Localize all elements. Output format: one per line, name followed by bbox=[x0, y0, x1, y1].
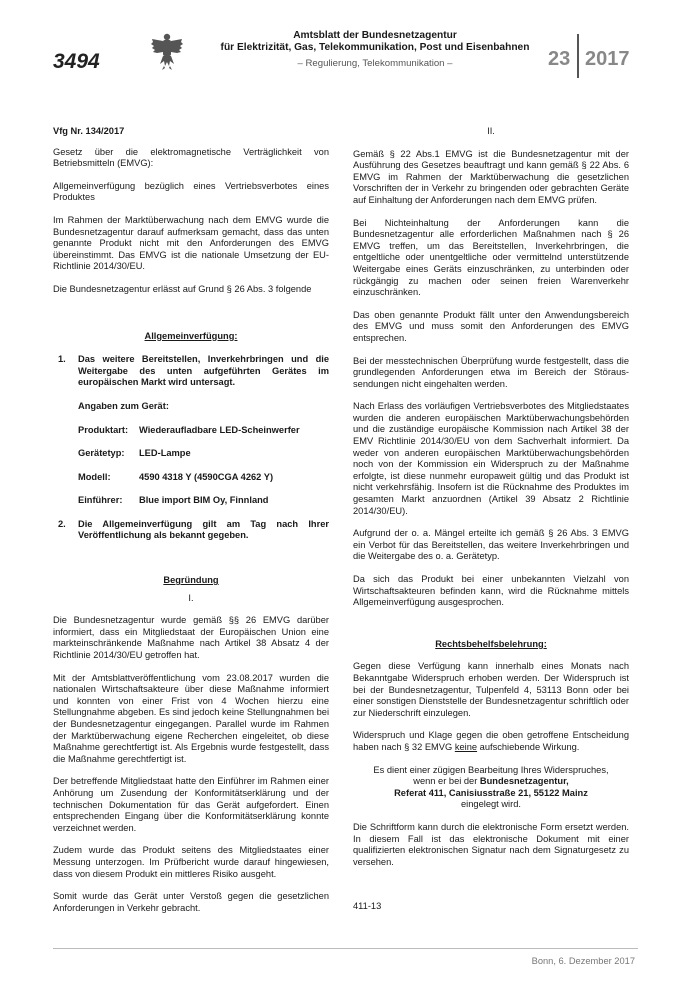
device-details-heading: Angaben zum Gerät: bbox=[78, 400, 169, 411]
reference-number: 411-13 bbox=[353, 901, 382, 912]
address-line-2-text: wenn er bei der bbox=[413, 776, 480, 787]
address-line-2 bbox=[353, 776, 629, 788]
detail-label: Gerätetyp: bbox=[78, 448, 125, 459]
appeal-effect-text-1: Widerspruch und Klage gegen die oben getroffene Entscheidung haben nach § 32 EMVG bbox=[353, 730, 629, 752]
appeal-effect-keine: keine bbox=[454, 741, 478, 752]
reason-paragraph: Bei der messtechnischen Überprüfung wurde festgestellt, dass die grundlegenden Anforderungen etwa im Bereich der Störaus-sendungen nicht eingehalten werden. bbox=[353, 355, 629, 389]
detail-label: Produktart: bbox=[78, 424, 129, 435]
electronic-form-paragraph: Die Schriftform kann durch die elektronische Form ersetzt werden. In diesem Fall ist das elektronische Dokument mit einer qualifizierten elektronischen Signatur nach dem Signaturgesetz zu versehen. bbox=[353, 821, 629, 867]
device-details bbox=[78, 401, 329, 507]
detail-value: Blue import BIM Oy, Finnland bbox=[139, 495, 269, 506]
order-item-2-text: Die Allgemeinverfügung gilt am Tag nach Ihrer Veröffentlichung als bekannt gegeben. bbox=[78, 518, 329, 541]
order-item-2 bbox=[53, 519, 329, 542]
appeal-paragraph: Gegen diese Verfügung kann innerhalb eines Monats nach Bekanntgabe Widerspruch erhoben werden. Der Widerspruch ist bei der Bundesnetzagentur, Tulpenfeld 4, 53113 Bonn oder bei einer sonstigen Dienststelle der Bundesnetzagentur schriftlich oder zur Niederschrift einzulegen. bbox=[353, 661, 629, 718]
reason-paragraph: Somit wurde das Gerät unter Verstoß gegen die gesetzlichen Anforderungen in Verkehr gebracht. bbox=[53, 891, 329, 913]
federal-eagle-logo bbox=[150, 32, 184, 72]
footer-divider bbox=[53, 948, 638, 949]
address-line-3: Referat 411, Canisiusstraße 21, 55122 Mainz bbox=[394, 787, 588, 798]
detail-value: 4590 4318 Y (4590CGA 4262 Y) bbox=[139, 471, 274, 482]
address-line-2-bold: Bundesnetzagentur, bbox=[479, 776, 569, 787]
order-item-1-number: 1. bbox=[58, 354, 66, 365]
address-line-4: eingelegt wird. bbox=[461, 799, 521, 810]
appeal-address-block bbox=[353, 765, 629, 811]
header-title-line1: Amtsblatt der Bundesnetzagentur bbox=[293, 30, 457, 41]
order-item-2-number: 2. bbox=[58, 518, 66, 529]
heading-rechtsbehelfsbelehrung: Rechtsbehelfsbelehrung: bbox=[435, 638, 547, 649]
detail-value: LED-Lampe bbox=[139, 448, 191, 459]
order-item-1 bbox=[53, 354, 329, 389]
reason-paragraph: Der betreffende Mitgliedstaat hatte den Einführer im Rahmen einer Anhörung um Zusendung der Konformitätserklärung und der technischen Dokumentation für das Gerät aufgefordert. Einen entsprechenden Eingang über die Konformitätserklärung konnte verzeichnet werden. bbox=[53, 776, 329, 833]
reason-paragraph: Die Bundesnetzagentur wurde gemäß §§ 26 EMVG darüber informiert, dass ein Mitgliedstaat der Europäischen Union eine markteinschränkende Maßnahme nach Artikel 38 Absatz 4 der Richtlinie 2014/30/EU getroffen hat. bbox=[53, 615, 329, 661]
detail-label: Einführer: bbox=[78, 495, 123, 506]
header-title-line2: für Elektrizität, Gas, Telekommunikation, Post und Eisenbahnen bbox=[220, 42, 530, 53]
reason-paragraph: Nach Erlass des vorläufigen Vertriebsverbotes des Mitgliedstaates wurden die anderen europäischen Marktüberwachungsbehörden und die zuständige europäische Kommission nach Artikel 38 der EMV Richtlinie 2014/30/EU von dem Sachverhalt informiert. Da weder von anderen europäischen Marktüberwachungsbehörden noch von der Kommission ein Widerspruch zu der Maßnahme erfolgte, ist diese nunmehr europaweit gültig und das Produkt ist nicht verkehrsfähig. Insofern ist die Rücknahme des Produktes im gesamten Markt anzuordnen (Artikel 39 Absatz 2 Richtlinie 2014/30/EU). bbox=[353, 401, 629, 516]
appeal-effect-text-2: aufschiebende Wirkung. bbox=[477, 741, 580, 752]
footer-date: Bonn, 6. Dezember 2017 bbox=[531, 956, 635, 966]
address-line-1: Es dient einer zügigen Bearbeitung Ihres Widerspruches, bbox=[373, 764, 609, 775]
issue-divider bbox=[577, 34, 579, 78]
law-title: Gesetz über die elektromagnetische Verträglichkeit von Betriebsmitteln (EMVG): bbox=[53, 146, 329, 169]
vfg-number: Vfg Nr. 134/2017 bbox=[53, 126, 125, 136]
section-roman-2: II. bbox=[487, 126, 495, 136]
header-subtitle: – Regulierung, Telekommunikation – bbox=[297, 58, 453, 69]
right-column bbox=[353, 126, 629, 913]
heading-allgemeinverfuegung: Allgemeinverfügung: bbox=[144, 330, 238, 341]
header-title bbox=[200, 30, 550, 54]
detail-value: Wiederaufladbare LED-Scheinwerfer bbox=[139, 424, 300, 435]
section-roman-1: I. bbox=[188, 592, 194, 603]
subject: Allgemeinverfügung bezüglich eines Vertriebsverbotes eines Produktes bbox=[53, 180, 329, 203]
detail-row bbox=[78, 425, 329, 437]
legal-basis: Die Bundesnetzagentur erlässt auf Grund § 26 Abs. 3 folgende bbox=[53, 283, 312, 294]
heading-begruendung: Begründung bbox=[163, 575, 219, 586]
issue-number: 23 bbox=[548, 48, 571, 70]
reason-paragraph: Bei Nichteinhaltung der Anforderungen kann die Bundesnetzagentur alle erforderlichen Maßnahmen nach § 26 EMVG treffen, um das Bereitstellen, Inverkehrbringen, die entgeltliche oder unentgeltliche oder vermittelnd unterstützende Weitergabe eines Geräts einzuschränken, zu unterbinden oder rückgängig zu machen oder seinen freien Warenverkehr einzuschränken. bbox=[353, 217, 629, 298]
intro-paragraph: Im Rahmen der Marktüberwachung nach dem EMVG wurde die Bundesnetzagentur darauf aufmerksam gemacht, dass das unten genannte Produkt nicht mit den Anforderungen des EMVG übereinstimmt. Das EMVG ist die nationale Umsetzung der EU-Richtlinie 2014/30/EU. bbox=[53, 214, 329, 272]
page-number: 3494 bbox=[53, 50, 100, 73]
reason-paragraph: Aufgrund der o. a. Mängel erteilte ich gemäß § 26 Abs. 3 EMVG ein Verbot für das Bereitstellen, das weitere Inverkehrbringen und die Weitergabe des o. a. Gerätetyp. bbox=[353, 528, 629, 562]
detail-row bbox=[78, 472, 329, 484]
issue-year: 2017 bbox=[585, 48, 630, 70]
reason-paragraph: Gemäß § 22 Abs.1 EMVG ist die Bundesnetzagentur mit der Ausführung des Gesetzes beauftragt und kann gemäß § 22 Abs. 6 EMVG im Rahmen der Marktüberwachung die gesetzlichen Vorschriften der in Verkehr zu bringenden oder gebrachten Geräte auf Einhaltung der Anforderungen nach dem EMVG prüfen. bbox=[353, 148, 629, 205]
reason-paragraph: Da sich das Produkt bei einer unbekannten Vielzahl von Wirtschaftsakteuren befinden kann, wird die Rücknahme mittels Allgemeinverfügung ausgesprochen. bbox=[353, 574, 629, 608]
detail-row bbox=[78, 495, 329, 507]
reason-paragraph: Mit der Amtsblattveröffentlichung vom 23.08.2017 wurden die nationalen Wirtschaftsakteure über diese Maßnahme informiert und konnten von einer Frist von 4 Wochen hierzu eine Stellungnahme abgeben. Es sind jedoch keine Stellungnahmen bei der Bundesnetzagentur eingegangen. Parallel wurde im Rahmen der Marktüberwachung eigene Recherchen eingeleitet, ob diese Maßnahme gerechtfertigt ist. Als Ergebnis wurde festgestellt, dass die Maßnahme gerechtfertigt ist. bbox=[53, 672, 330, 764]
detail-label: Modell: bbox=[78, 471, 111, 482]
reason-paragraph: Das oben genannte Produkt fällt unter den Anwendungsbereich des EMVG und muss somit den Anforderungen des EMVG entsprechen. bbox=[353, 309, 629, 343]
order-item-1-text: Das weitere Bereitstellen, Inverkehrbringen und die Weitergabe des unten aufgeführten Gerätes im europäischen Markt wird untersagt. bbox=[78, 354, 329, 388]
left-column bbox=[53, 126, 329, 914]
reason-paragraph: Zudem wurde das Produkt seitens des Mitgliedstaates einer Messung unterzogen. Im Prüfbericht wurde darauf hingewiesen, dass von diesem Produkt ein mittleres Risiko ausgeht. bbox=[53, 845, 329, 879]
detail-row bbox=[78, 448, 329, 460]
appeal-effect bbox=[353, 730, 629, 753]
